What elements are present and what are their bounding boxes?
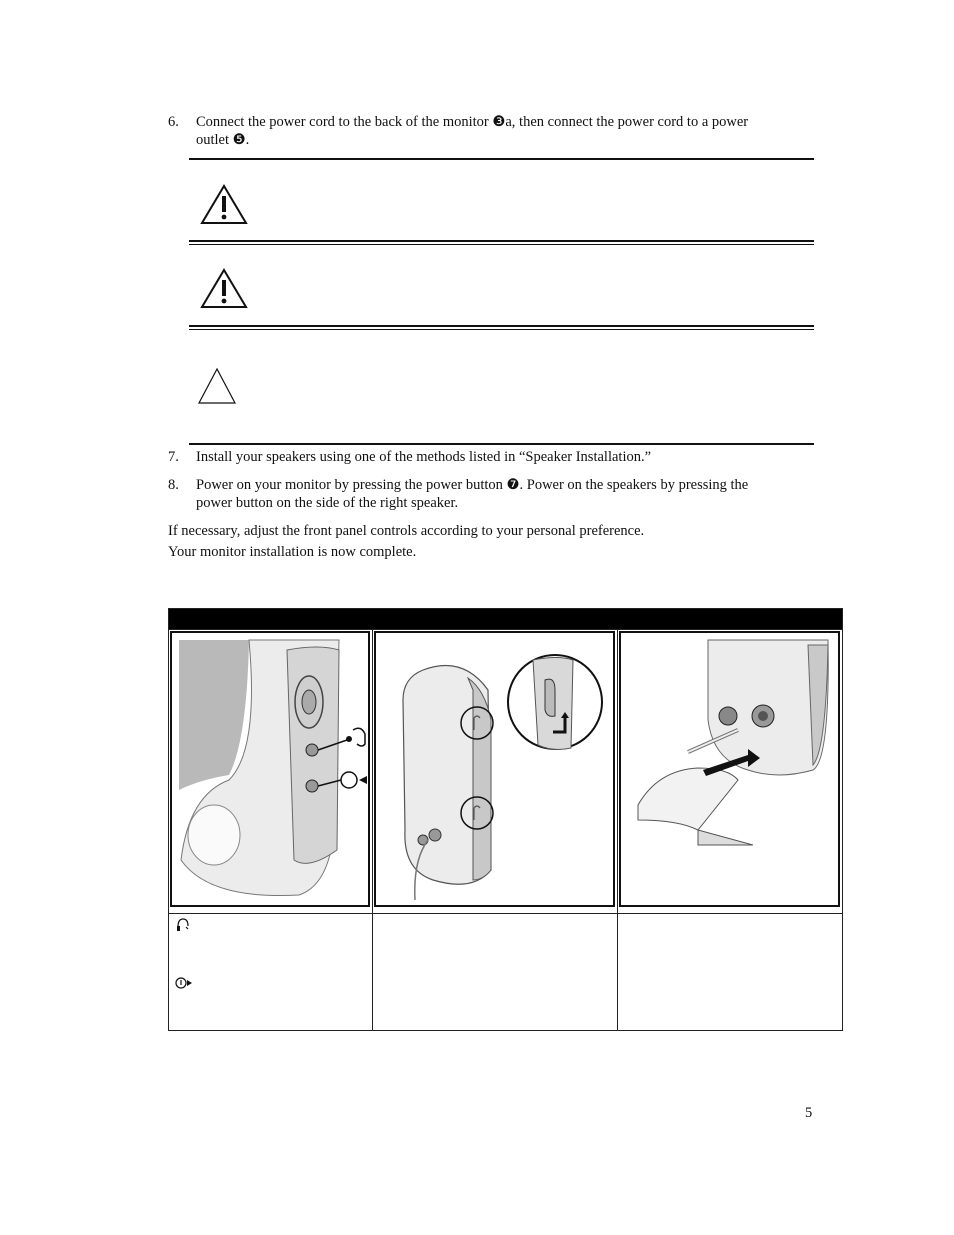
- divider: [189, 240, 814, 242]
- audio-in-icon: [175, 976, 193, 990]
- warning-triangle-icon: [198, 183, 250, 227]
- step-text: Install your speakers using one of the methods listed in “Speaker Installation.”: [196, 449, 652, 465]
- paragraph: Your monitor installation is now complete.: [168, 544, 417, 560]
- page-number: 5: [805, 1105, 813, 1121]
- divider: [189, 244, 814, 245]
- step-number: 8.: [168, 477, 179, 493]
- caption-cell-stand: [618, 914, 843, 1031]
- speaker-hook-illustration: [373, 630, 616, 908]
- step-text: Connect the power cord to the back of the monitor ❸a, then connect the power cord to a power outlet ❺.: [196, 114, 749, 148]
- divider: [189, 158, 814, 160]
- divider: [189, 325, 814, 327]
- step-text: Power on your monitor by pressing the power button ❼. Power on the speakers by pressing the power button on the side of the right speaker.: [196, 477, 749, 511]
- speaker-stand-illustration: [618, 630, 841, 908]
- caption-cell-hook: [373, 914, 618, 1031]
- warning-triangle-icon: [198, 267, 250, 311]
- speaker-ports-illustration-cell: [169, 630, 373, 914]
- speaker-installation-table: [168, 608, 843, 1031]
- step-number: 7.: [168, 449, 179, 465]
- speaker-ports-illustration: [169, 630, 371, 908]
- speaker-hook-illustration-cell: [373, 630, 618, 914]
- paragraph: If necessary, adjust the front panel controls according to your personal preference.: [168, 523, 645, 539]
- caution-triangle-icon: [196, 366, 238, 406]
- table-header-bar: [169, 609, 843, 630]
- divider: [189, 329, 814, 330]
- step-number: 6.: [168, 114, 179, 130]
- headphone-icon: [175, 917, 191, 933]
- divider: [189, 443, 814, 445]
- caption-cell-ports: [169, 914, 373, 1031]
- speaker-stand-illustration-cell: [618, 630, 843, 914]
